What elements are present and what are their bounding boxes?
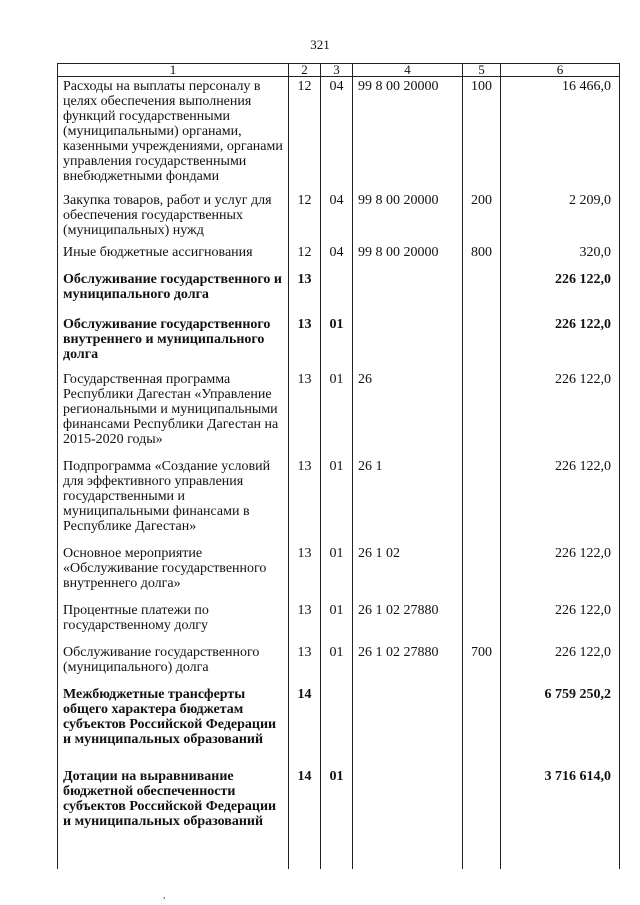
header-col-2: 2 — [289, 64, 321, 77]
table-row — [58, 270, 620, 315]
row-subsection-cell: 01 — [321, 457, 353, 544]
table-row — [58, 685, 620, 767]
row-expense-type-cell: 700 — [463, 643, 501, 685]
row-subsection-cell: 04 — [321, 77, 353, 192]
row-name-cell: Обслуживание государственного внутреннего и муниципального долга — [58, 315, 289, 370]
row-target-article-cell — [353, 270, 463, 315]
row-expense-type-cell — [463, 370, 501, 457]
row-section-cell: 13 — [289, 370, 321, 457]
row-amount-cell: 226 122,0 — [501, 601, 620, 643]
row-expense-type-cell — [463, 270, 501, 315]
row-section-cell: 14 — [289, 767, 321, 869]
table-row — [58, 457, 620, 544]
table-row — [58, 243, 620, 270]
header-col-6: 6 — [501, 64, 620, 77]
row-section-cell: 13 — [289, 544, 321, 601]
table-row — [58, 767, 620, 869]
row-target-article-cell: 99 8 00 20000 — [353, 191, 463, 243]
row-name-cell: Межбюджетные трансферты общего характера бюджетам субъектов Российской Федерации и муниципальных образований — [58, 685, 289, 767]
row-name-cell: Обслуживание государственного и муниципального долга — [58, 270, 289, 315]
row-amount-cell: 226 122,0 — [501, 643, 620, 685]
row-amount-cell: 226 122,0 — [501, 270, 620, 315]
row-amount-cell: 320,0 — [501, 243, 620, 270]
row-expense-type-cell: 100 — [463, 77, 501, 192]
row-target-article-cell: 26 1 02 27880 — [353, 601, 463, 643]
row-section-cell: 13 — [289, 270, 321, 315]
row-amount-cell: 2 209,0 — [501, 191, 620, 243]
row-target-article-cell — [353, 315, 463, 370]
row-expense-type-cell: 800 — [463, 243, 501, 270]
row-amount-cell: 6 759 250,2 — [501, 685, 620, 767]
row-section-cell: 13 — [289, 315, 321, 370]
row-target-article-cell: 99 8 00 20000 — [353, 243, 463, 270]
row-target-article-cell: 26 1 02 — [353, 544, 463, 601]
row-target-article-cell: 26 1 — [353, 457, 463, 544]
table-row — [58, 191, 620, 243]
row-expense-type-cell — [463, 457, 501, 544]
budget-table — [57, 63, 620, 869]
row-name-cell: Основное мероприятие «Обслуживание государственного внутреннего долга» — [58, 544, 289, 601]
row-section-cell: 13 — [289, 601, 321, 643]
row-target-article-cell — [353, 685, 463, 767]
table-row — [58, 77, 620, 192]
header-col-5: 5 — [463, 64, 501, 77]
row-subsection-cell: 01 — [321, 370, 353, 457]
row-section-cell: 12 — [289, 191, 321, 243]
table-body — [58, 77, 620, 870]
row-section-cell: 12 — [289, 243, 321, 270]
row-expense-type-cell — [463, 685, 501, 767]
row-subsection-cell: 01 — [321, 315, 353, 370]
row-section-cell: 13 — [289, 457, 321, 544]
row-expense-type-cell — [463, 601, 501, 643]
table-header — [58, 64, 620, 77]
row-section-cell: 14 — [289, 685, 321, 767]
row-section-cell: 12 — [289, 77, 321, 192]
row-target-article-cell — [353, 767, 463, 869]
row-amount-cell: 16 466,0 — [501, 77, 620, 192]
table-row — [58, 315, 620, 370]
header-col-4: 4 — [353, 64, 463, 77]
table-row — [58, 601, 620, 643]
row-name-cell: Подпрограмма «Создание условий для эффективного управления государственными и муниципальными финансами в Республике Дагестан» — [58, 457, 289, 544]
row-amount-cell: 226 122,0 — [501, 315, 620, 370]
row-name-cell: Государственная программа Республики Дагестан «Управление региональными и муниципальными финансами Республики Дагестан на 2015-2020 годы» — [58, 370, 289, 457]
row-name-cell: Иные бюджетные ассигнования — [58, 243, 289, 270]
header-col-3: 3 — [321, 64, 353, 77]
header-col-1: 1 — [58, 64, 289, 77]
row-name-cell: Процентные платежи по государственному долгу — [58, 601, 289, 643]
row-subsection-cell — [321, 270, 353, 315]
row-amount-cell: 226 122,0 — [501, 370, 620, 457]
row-name-cell: Расходы на выплаты персоналу в целях обеспечения выполнения функций государственными (муниципальными) органами, казенными учреждениями, органами управления государственными внебюджетными фондами — [58, 77, 289, 192]
row-subsection-cell: 04 — [321, 243, 353, 270]
row-expense-type-cell — [463, 767, 501, 869]
row-subsection-cell: 01 — [321, 601, 353, 643]
row-name-cell: Обслуживание государственного (муниципального) долга — [58, 643, 289, 685]
row-amount-cell: 226 122,0 — [501, 544, 620, 601]
table-row — [58, 643, 620, 685]
row-target-article-cell: 99 8 00 20000 — [353, 77, 463, 192]
row-name-cell: Дотации на выравнивание бюджетной обеспеченности субъектов Российской Федерации и муниципальных образований — [58, 767, 289, 869]
row-section-cell: 13 — [289, 643, 321, 685]
row-subsection-cell: 01 — [321, 643, 353, 685]
row-target-article-cell: 26 1 02 27880 — [353, 643, 463, 685]
row-subsection-cell: 01 — [321, 767, 353, 869]
row-target-article-cell: 26 — [353, 370, 463, 457]
row-name-cell: Закупка товаров, работ и услуг для обеспечения государственных (муниципальных) нужд — [58, 191, 289, 243]
row-amount-cell: 226 122,0 — [501, 457, 620, 544]
page-number: 321 — [310, 37, 330, 52]
row-amount-cell: 3 716 614,0 — [501, 767, 620, 869]
row-expense-type-cell — [463, 315, 501, 370]
row-subsection-cell: 01 — [321, 544, 353, 601]
row-expense-type-cell — [463, 544, 501, 601]
table-row — [58, 544, 620, 601]
row-subsection-cell: 04 — [321, 191, 353, 243]
table-row — [58, 370, 620, 457]
header-row — [58, 64, 620, 77]
row-expense-type-cell: 200 — [463, 191, 501, 243]
scan-mark: , — [163, 890, 166, 901]
row-subsection-cell — [321, 685, 353, 767]
